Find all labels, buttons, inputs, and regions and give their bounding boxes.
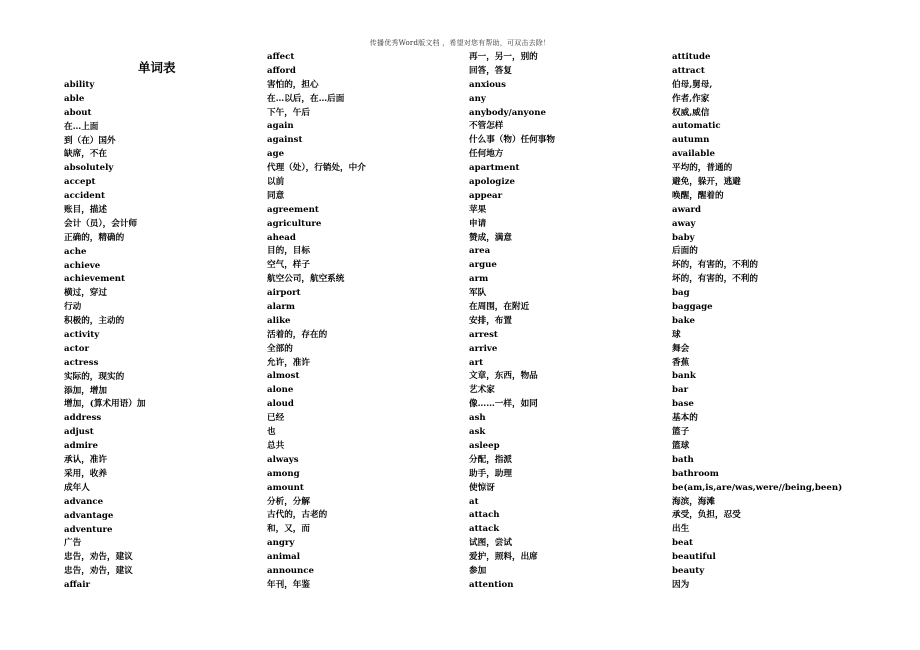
- word-entry: 艺术家: [469, 385, 495, 396]
- word-entry: 分配，指派: [469, 454, 512, 465]
- word-entry: 积极的，主动的: [64, 316, 125, 327]
- word-entry: ability: [64, 80, 95, 90]
- word-entry: 正确的，精确的: [64, 232, 125, 243]
- word-entry: activity: [64, 330, 100, 341]
- word-entry: 总共: [267, 440, 285, 451]
- word-entry: afford: [267, 65, 296, 76]
- word-entry: 实际的，现实的: [64, 371, 125, 382]
- word-entry: 坏的，有害的，不利的: [672, 260, 758, 271]
- word-entry: beauty: [672, 565, 705, 576]
- word-entry: 账目，描述: [64, 205, 107, 216]
- word-entry: aloud: [267, 399, 294, 410]
- word-entry: 任何地方: [469, 149, 504, 160]
- word-entry: 像……一样，如同: [469, 399, 538, 410]
- word-entry: 成年人: [64, 482, 90, 493]
- word-entry: apologize: [469, 177, 515, 188]
- word-entry: 篮球: [672, 440, 690, 451]
- word-entry: announce: [267, 565, 314, 576]
- word-entry: be(am,is,are/was,were//being,been): [672, 482, 843, 493]
- word-entry: 广告: [64, 538, 82, 549]
- word-entry: 在…以后，在…后面: [267, 93, 345, 104]
- word-entry: alone: [267, 385, 294, 396]
- word-entry: 香蕉: [672, 357, 690, 368]
- word-entry: 坏的，有害的，不利的: [672, 274, 758, 285]
- word-entry: arrest: [469, 329, 498, 340]
- word-entry: accident: [64, 191, 105, 202]
- word-entry: 海滨，海滩: [672, 496, 715, 507]
- word-entry: 航空公司，航空系统: [267, 274, 345, 285]
- word-entry: alarm: [267, 302, 296, 313]
- word-entry: actor: [64, 343, 90, 354]
- word-entry: appear: [469, 190, 503, 201]
- word-entry: 也: [267, 427, 276, 438]
- word-entry: admire: [64, 441, 98, 452]
- word-entry: affair: [64, 580, 90, 591]
- word-entry: 全部的: [267, 343, 293, 354]
- word-entry: attack: [469, 524, 500, 535]
- word-entry: age: [267, 149, 285, 160]
- word-entry: attitude: [672, 52, 711, 62]
- word-entry: 出生: [672, 524, 690, 535]
- word-column-3: [469, 51, 555, 593]
- word-entry: ache: [64, 246, 87, 257]
- word-entry: adjust: [64, 427, 94, 438]
- word-entry: 球: [672, 329, 681, 340]
- word-entry: bathroom: [672, 468, 719, 479]
- word-entry: address: [64, 413, 102, 424]
- word-entry: 因为: [672, 579, 690, 590]
- word-entry: 空气，样子: [267, 260, 310, 271]
- word-entry: 苹果: [469, 204, 487, 215]
- word-entry: 后面的: [672, 246, 698, 257]
- word-entry: bath: [672, 454, 694, 465]
- word-entry: bank: [672, 371, 696, 382]
- word-entry: 作者,作家: [672, 93, 710, 104]
- word-entry: ahead: [267, 232, 296, 243]
- word-entry: 到（在）国外: [64, 135, 116, 146]
- word-entry: against: [267, 135, 303, 146]
- word-entry: angry: [267, 538, 295, 549]
- word-entry: 平均的，普通的: [672, 163, 733, 174]
- word-entry: advance: [64, 496, 104, 507]
- word-entry: 助手，助理: [469, 468, 512, 479]
- word-entry: 不管怎样: [469, 121, 504, 132]
- word-entry: ask: [469, 427, 486, 438]
- word-entry: base: [672, 399, 694, 410]
- word-entry: 古代的，古老的: [267, 510, 328, 521]
- word-entry: able: [64, 93, 85, 104]
- word-entry: 舞会: [672, 343, 690, 354]
- word-entry: accept: [64, 177, 96, 188]
- word-entry: away: [672, 218, 696, 229]
- word-entry: animal: [267, 552, 301, 563]
- word-entry: 增加，(算术用语）加: [64, 399, 146, 410]
- word-entry: 伯母,舅母,: [672, 79, 713, 90]
- word-entry: 篮子: [672, 427, 690, 438]
- word-entry: agreement: [267, 204, 319, 215]
- word-entry: amount: [267, 482, 304, 493]
- document-title: 单词表: [138, 60, 176, 75]
- word-entry: advantage: [64, 510, 114, 521]
- word-entry: baggage: [672, 302, 713, 313]
- word-entry: 下午，午后: [267, 107, 310, 118]
- word-entry: 避免，躲开，逃避: [672, 177, 741, 188]
- word-entry: 害怕的，担心: [267, 79, 319, 90]
- word-entry: again: [267, 121, 294, 132]
- word-entry: alike: [267, 315, 291, 326]
- word-entry: 使惊讶: [469, 482, 495, 493]
- word-entry: area: [469, 246, 491, 257]
- word-entry: anybody/anyone: [469, 107, 546, 118]
- word-entry: 添加，增加: [64, 385, 107, 396]
- word-entry: any: [469, 93, 486, 104]
- word-entry: 权威,威信: [672, 107, 710, 118]
- word-column-1: [64, 79, 145, 593]
- word-entry: 代理（处），行销处，中介: [267, 163, 366, 174]
- word-entry: 承认，准许: [64, 455, 107, 466]
- word-entry: argue: [469, 260, 497, 271]
- word-entry: 和，又，而: [267, 524, 310, 535]
- word-entry: award: [672, 204, 702, 215]
- word-entry: adventure: [64, 524, 113, 535]
- word-entry: 同意: [267, 190, 285, 201]
- word-entry: 回答，答复: [469, 65, 512, 76]
- word-entry: 承受，负担，忍受: [672, 510, 741, 521]
- word-column-4: [672, 51, 842, 593]
- word-entry: actress: [64, 357, 99, 368]
- word-column-2: [267, 51, 366, 593]
- word-entry: 在…上面: [64, 121, 99, 132]
- word-entry: airport: [267, 288, 301, 299]
- word-entry: among: [267, 468, 300, 479]
- word-entry: 忠告，劝告，建议: [64, 566, 133, 577]
- word-entry: 目的，目标: [267, 246, 310, 257]
- word-entry: 忠告，劝告，建议: [64, 552, 133, 563]
- word-entry: art: [469, 357, 484, 368]
- word-entry: 行动: [64, 302, 82, 313]
- word-entry: 缺席，不在: [64, 149, 107, 160]
- word-entry: arrive: [469, 343, 498, 354]
- word-entry: 赞成，满意: [469, 232, 512, 243]
- word-entry: automatic: [672, 121, 721, 132]
- word-entry: 申请: [469, 218, 487, 229]
- word-entry: bag: [672, 288, 690, 299]
- word-entry: at: [469, 496, 479, 507]
- word-entry: achievement: [64, 274, 126, 285]
- word-entry: 试图，尝试: [469, 538, 512, 549]
- word-entry: apartment: [469, 163, 520, 174]
- header-note: 传播优秀Word版文档 ，希望对您有帮助，可双击去除！: [369, 39, 551, 47]
- word-entry: 分析，分解: [267, 496, 310, 507]
- word-entry: 允许，准许: [267, 357, 310, 368]
- word-entry: about: [64, 107, 92, 118]
- word-entry: absolutely: [64, 163, 114, 174]
- word-entry: 军队: [469, 288, 487, 299]
- word-entry: bake: [672, 315, 695, 326]
- word-entry: affect: [267, 52, 295, 62]
- word-entry: ash: [469, 413, 486, 424]
- word-entry: 再一，另一，别的: [469, 52, 538, 62]
- word-entry: anxious: [469, 79, 507, 90]
- word-entry: 活着的，存在的: [267, 329, 328, 340]
- word-entry: baby: [672, 232, 695, 243]
- word-entry: 采用，收养: [64, 468, 107, 479]
- word-entry: beautiful: [672, 552, 716, 563]
- word-entry: asleep: [469, 440, 500, 451]
- word-entry: bar: [672, 385, 689, 396]
- word-entry: 以前: [267, 177, 285, 188]
- word-entry: 基本的: [672, 413, 698, 424]
- word-entry: 文章，东西，物品: [469, 371, 538, 382]
- word-entry: available: [672, 149, 715, 160]
- word-entry: 爱护，照料，出席: [469, 552, 538, 563]
- word-entry: attach: [469, 510, 500, 521]
- word-entry: 已经: [267, 413, 285, 424]
- word-entry: arm: [469, 274, 489, 285]
- word-entry: 会计（员），会计师: [64, 218, 138, 229]
- word-entry: 什么事（物）任何事物: [469, 135, 555, 146]
- word-entry: 年刊，年鉴: [267, 579, 310, 590]
- word-entry: autumn: [672, 135, 710, 146]
- word-entry: beat: [672, 538, 694, 549]
- word-entry: 参加: [469, 565, 487, 576]
- word-entry: always: [267, 454, 299, 465]
- word-entry: almost: [267, 371, 300, 382]
- word-entry: 唤醒，醒着的: [672, 190, 724, 201]
- word-entry: attract: [672, 65, 705, 76]
- word-entry: agriculture: [267, 218, 322, 229]
- word-entry: attention: [469, 579, 514, 590]
- word-entry: 安排，布置: [469, 315, 512, 326]
- word-entry: achieve: [64, 260, 101, 271]
- word-entry: 在周围，在附近: [469, 302, 530, 313]
- word-entry: 横过，穿过: [64, 288, 107, 299]
